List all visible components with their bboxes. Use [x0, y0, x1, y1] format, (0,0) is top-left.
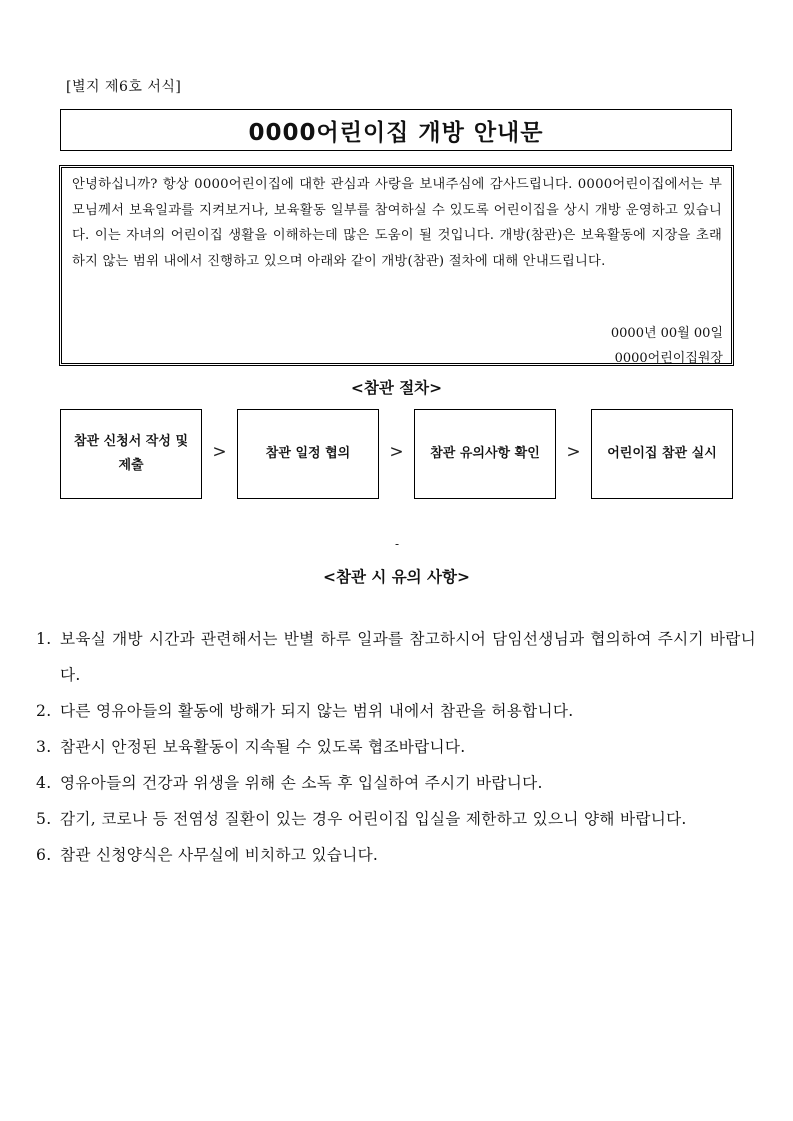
step-arrow-2: >: [389, 442, 404, 462]
notes-title: <참관 시 유의 사항>: [323, 568, 470, 586]
step-box-1: 참관 신청서 작성 및 제출: [60, 409, 202, 499]
item-text: 보육실 개방 시간과 관련해서는 반별 하루 일과를 참고하시어 담임선생님과 협의하여 주시기 바랍니다.: [60, 630, 756, 684]
list-item: [36, 729, 756, 765]
step-box-4: 어린이집 참관 실시: [591, 409, 733, 499]
intro-text: 안녕하십니까? 항상 0000어린이집에 대한 관심과 사랑을 보내주심에 감사드립니다. 0000어린이집에서는 부모님께서 보육일과를 지켜보거나, 보육활동 일부를 참여하실 수 있도록 어린이집을 상시 개방 운영하고 있습니다. 이는 자녀의 어린이집 생활을 이해하는데 많은 도움이 될 것입니다. 개방(참관)은 보육활동에 지장을 초래하지 않는 범위 내에서 진행하고 있으며 아래와 같이 개방(참관) 절차에 대해 안내드립니다.: [72, 177, 722, 269]
separator-dash: -: [395, 537, 400, 551]
item-number: 2.: [36, 702, 52, 720]
step-arrow-3: >: [566, 442, 581, 462]
list-item: [36, 765, 756, 801]
item-number: 3.: [36, 738, 52, 756]
item-text: 다른 영유아들의 활동에 방해가 되지 않는 범위 내에서 참관을 허용합니다.: [60, 702, 574, 720]
item-number: 6.: [36, 846, 52, 864]
issue-date: 0000년 00월 00일: [610, 326, 723, 341]
notes-list: [36, 621, 756, 873]
signer: 0000어린이집원장: [614, 351, 723, 366]
item-number: 4.: [36, 774, 52, 792]
step-arrow-1: >: [212, 442, 227, 462]
step-box-3: 참관 유의사항 확인: [414, 409, 556, 499]
page-title: 0000어린이집 개방 안내문: [248, 119, 544, 146]
procedure-title: <참관 절차>: [350, 379, 443, 397]
item-number: 5.: [36, 810, 52, 828]
list-item: [36, 801, 756, 837]
procedure-steps: [60, 409, 733, 499]
intro-box: [59, 165, 734, 366]
item-text: 참관 신청양식은 사무실에 비치하고 있습니다.: [60, 846, 379, 864]
item-text: 참관시 안정된 보육활동이 지속될 수 있도록 협조바랍니다.: [60, 738, 466, 756]
item-number: 1.: [36, 630, 52, 648]
item-text: 감기, 코로나 등 전염성 질환이 있는 경우 어린이집 입실을 제한하고 있으니 양해 바랍니다.: [60, 810, 687, 828]
title-box: [60, 109, 732, 151]
item-text: 영유아들의 건강과 위생을 위해 손 소독 후 입실하여 주시기 바랍니다.: [60, 774, 543, 792]
form-label: [별지 제6호 서식]: [66, 79, 182, 95]
list-item: [36, 693, 756, 729]
step-box-2: 참관 일정 협의: [237, 409, 379, 499]
list-item: [36, 837, 756, 873]
list-item: [36, 621, 756, 693]
